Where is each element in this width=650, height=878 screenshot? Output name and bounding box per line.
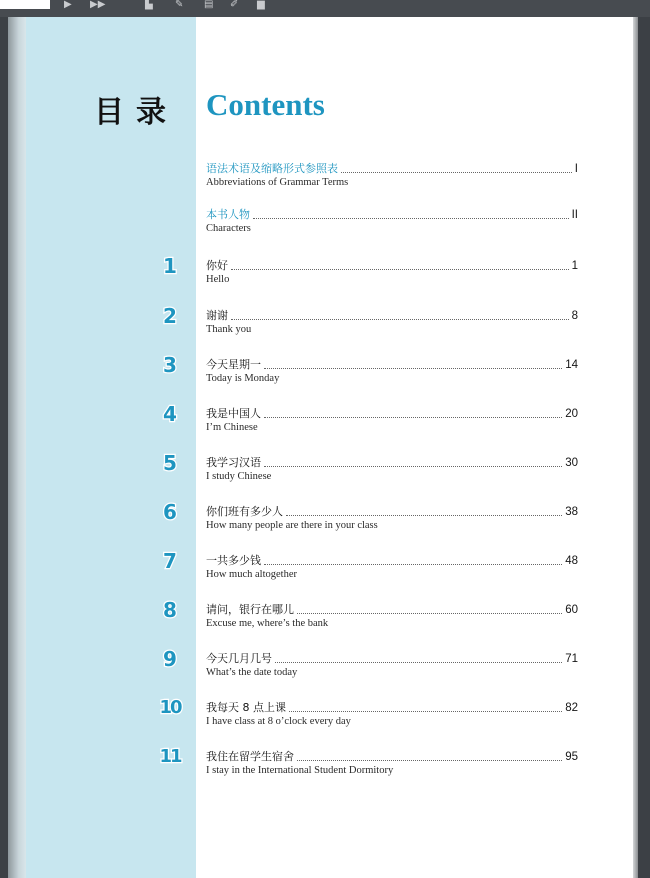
toc-page-number: 30 [565,457,578,469]
notes-icon[interactable]: ▤ [204,0,214,10]
toc-entry-title-zh: 请问，银行在哪儿 [206,603,294,616]
toc-entry-lesson-1[interactable] [206,257,578,293]
toc-entry-title-en: Hello [206,274,230,285]
toc-entry-title-zh: 今天星期一 [206,358,261,371]
lesson-number-badge: 4 [163,402,177,426]
toc-entry-title-zh: 一共多少钱 [206,554,261,567]
toc-page-number: 95 [565,751,578,763]
lesson-number-badge: 1 [163,254,177,278]
toolbar-tab[interactable] [0,0,50,9]
toc-entry-lesson-4[interactable] [206,405,578,441]
toc-entry-title-zh: 你们班有多少人 [206,505,283,518]
toc-entry-title-zh: 谢谢 [206,309,228,322]
print-icon[interactable]: ▆ [257,0,265,10]
toc-page-number: 71 [565,653,578,665]
toc-entry-title-en: Abbreviations of Grammar Terms [206,177,349,188]
toc-entry-lesson-5[interactable] [206,454,578,490]
lesson-number-badge: 9 [163,647,177,671]
dot-leader [264,563,562,565]
lesson-number-badge: 3 [163,353,177,377]
heading-english: Contents [206,87,325,122]
toc-entry-title-zh: 我每天 8 点上课 [206,701,286,714]
toc-entry-lesson-8[interactable] [206,601,578,637]
toc-entry-title-en: I study Chinese [206,471,272,482]
toc-entry-title-zh: 我是中国人 [206,407,261,420]
lesson-number-badge: 10 [159,697,181,718]
book-icon[interactable]: ▙ [145,0,153,10]
lesson-number-badge: 11 [159,746,181,767]
toc-entry-title-zh: 我住在留学生宿舍 [206,750,294,763]
toc-entry-lesson-3[interactable] [206,356,578,392]
nav-next-icon[interactable]: ▶▶ [90,0,106,10]
toc-entry-title-en: How many people are there in your class [206,520,378,531]
toc-entry-title-zh: 本书人物 [206,208,250,221]
lesson-number-badge: 8 [163,598,177,622]
toc-page-number: 1 [571,260,578,272]
heading-chinese: 目录 [94,95,178,130]
page-edge [633,17,638,878]
toc-entry-lesson-2[interactable] [206,307,578,343]
toc-entry-title-en: I have class at 8 o’clock every day [206,716,351,727]
viewer-toolbar [0,0,650,17]
toc-page-number: 82 [565,702,578,714]
toc-page-number: 60 [565,604,578,616]
dot-leader [264,465,562,467]
dot-leader [231,268,569,270]
toc-entry-title-zh: 你好 [206,259,228,272]
toc-entry-title-en: I stay in the International Student Dormitory [206,765,394,776]
dot-leader [231,318,569,320]
toc-page-number: I [574,163,578,175]
dot-leader [286,514,562,516]
toc-page-number: 8 [571,310,578,322]
toc-entry-title-en: Today is Monday [206,373,280,384]
dot-leader [297,759,562,761]
toc-entry-title-zh: 我学习汉语 [206,456,261,469]
page-spine [8,17,26,878]
nav-first-icon[interactable]: ▶ [64,0,72,10]
lesson-number-badge: 5 [163,451,177,475]
toc-entry-title-en: What’s the date today [206,667,298,678]
lesson-number-badge: 7 [163,549,177,573]
toc-page-number: 48 [565,555,578,567]
dot-leader [253,217,569,219]
toc-entry-title-en: Excuse me, where’s the bank [206,618,329,629]
dot-leader [297,612,562,614]
bookmark-icon[interactable]: ✐ [230,0,239,10]
toc-entry-front-1[interactable] [206,160,578,196]
dot-leader [275,661,562,663]
dot-leader [264,416,562,418]
lesson-number-badge: 2 [163,304,177,328]
dot-leader [341,171,572,173]
document-page [8,17,638,878]
toc-entry-lesson-11[interactable] [206,748,578,784]
dot-leader [264,367,562,369]
toc-entry-title-en: How much altogether [206,569,297,580]
toc-page-number: 38 [565,506,578,518]
toc-entry-front-2[interactable] [206,206,578,242]
toc-entry-title-en: Thank you [206,324,252,335]
toc-entry-lesson-6[interactable] [206,503,578,539]
toc-page-number: 20 [565,408,578,420]
toc-entry-lesson-9[interactable] [206,650,578,686]
toc-entry-lesson-7[interactable] [206,552,578,588]
lesson-number-badge: 6 [163,500,177,524]
toc-page-number: II [571,209,578,221]
toc-entry-title-zh: 语法术语及缩略形式参照表 [206,162,338,175]
toc-entry-title-zh: 今天几月几号 [206,652,272,665]
toc-entry-title-en: I’m Chinese [206,422,258,433]
edit-icon[interactable]: ✎ [175,0,184,10]
toc-page-number: 14 [565,359,578,371]
toc-entry-lesson-10[interactable] [206,699,578,735]
toc-entry-title-en: Characters [206,223,251,234]
dot-leader [289,710,562,712]
